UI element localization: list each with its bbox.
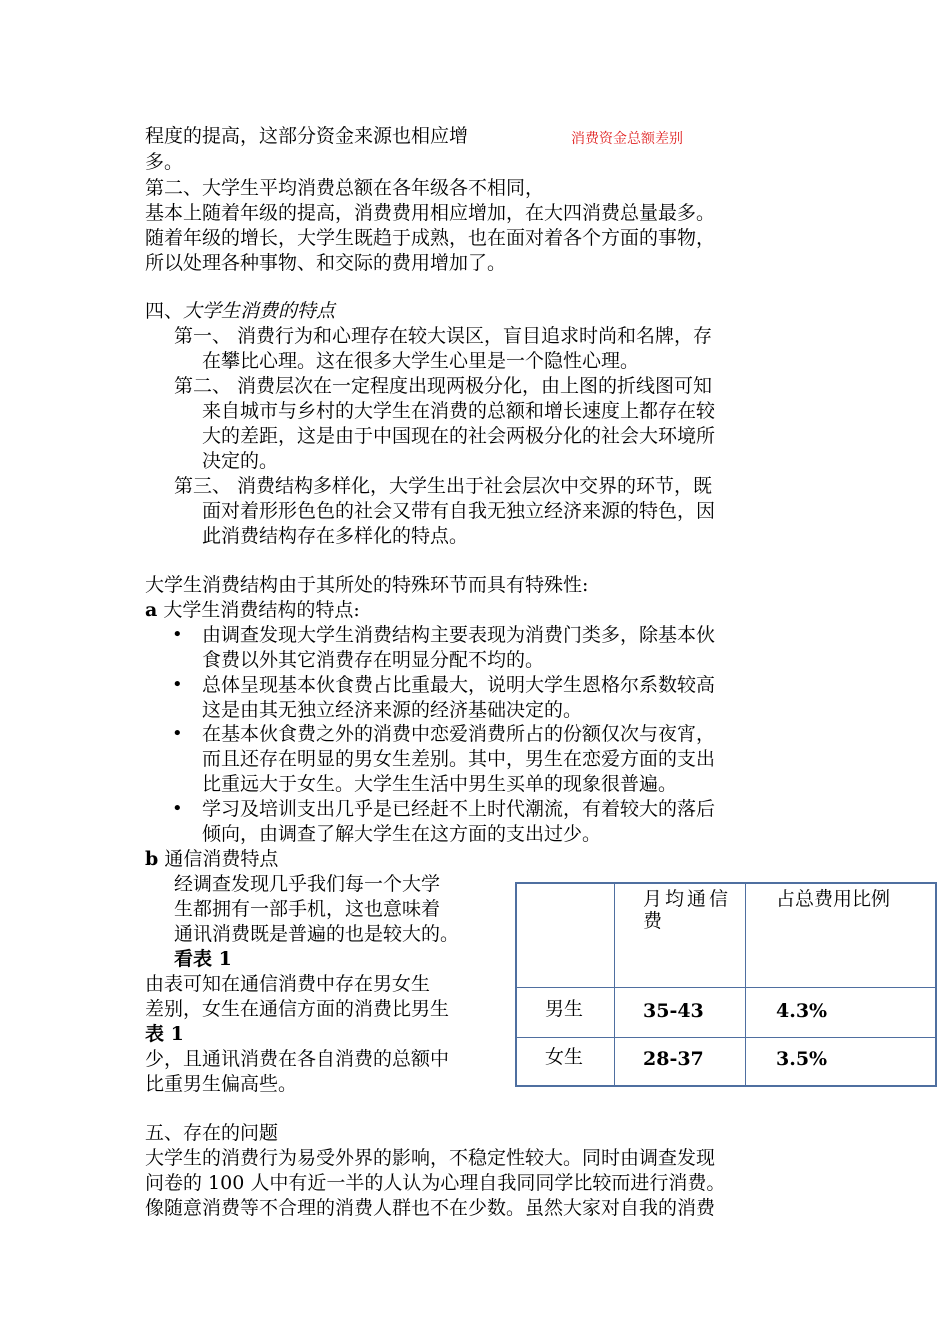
table-cell: 28-37 [615,1037,746,1086]
text-line: 大学生的消费行为易受外界的影响，不稳定性较大。同时由调查发现 [145,1147,716,1169]
text-line: 通讯消费既是普遍的也是较大的。 [174,923,460,945]
text-line: 经调查发现几乎我们每一个大学 [174,873,441,895]
subheading-label: a [145,599,158,621]
list-item: 由调查发现大学生消费结构主要表现为消费门类多，除基本伙 [202,624,716,646]
text-line: 在攀比心理。这在很多大学生心里是一个隐性心理。 [202,350,640,372]
list-item: 在基本伙食费之外的消费中恋爱消费所占的份额仅次与夜宵， [202,723,716,745]
table-header-cell: 占总费用比例 [746,883,937,987]
bullet-icon: • [172,723,183,744]
text-line: 来自城市与乡村的大学生在消费的总额和增长速度上都存在较 [202,400,716,422]
list-item: 食费以外其它消费存在明显分配不均的。 [202,649,545,671]
text-line: 程度的提高，这部分资金来源也相应增 [145,125,469,147]
section-number: 四、 [145,300,184,322]
list-item: 倾向，由调查了解大学生在这方面的支出过少。 [202,823,602,845]
text-line: 像随意消费等不合理的消费人群也不在少数。虽然大家对自我的消费 [145,1197,716,1219]
text-line: 此消费结构存在多样化的特点。 [202,525,469,547]
table-row [516,987,936,1037]
text-line: 多。 [145,151,184,173]
section-heading-4 [145,299,335,323]
table-cell: 4.3% [746,987,937,1037]
subheading-title: 大学生消费结构的特点: [157,599,360,621]
subheading-title: 通信消费特点 [158,848,279,870]
chart-caption-note: 消费资金总额差别 [571,131,683,147]
text-line: 第三、 消费结构多样化，大学生出于社会层次中交界的环节，既 [174,475,713,497]
text-line: 大的差距，这是由于中国现在的社会两极分化的社会大环境所 [202,425,716,447]
table-caption: 表 1 [145,1023,184,1045]
text-line: 问卷的 100 人中有近一半的人认为心理自我同同学比较而进行消费。 [145,1172,726,1194]
text-line: 第二、 消费层次在一定程度出现两极分化，由上图的折线图可知 [174,375,713,397]
text-line: 少，且通讯消费在各自消费的总额中 [145,1048,450,1070]
text-line: 第二、大学生平均消费总额在各年级各不相同， [145,177,545,199]
list-item: 而且还存在明显的男女生差别。其中，男生在恋爱方面的支出 [202,748,716,770]
list-item: 比重远大于女生。大学生生活中男生买单的现象很普遍。 [202,773,678,795]
text-line: 随着年级的增长，大学生既趋于成熟，也在面对着各个方面的事物， [145,227,716,249]
text-line: 所以处理各种事物、和交际的费用增加了。 [145,252,507,274]
table-header-cell [516,883,615,987]
bullet-icon: • [172,624,183,645]
subheading-label: b [145,848,159,870]
list-item: 总体呈现基本伙食费占比重最大，说明大学生恩格尔系数较高 [202,674,716,696]
text-line: 比重男生偏高些。 [145,1073,298,1095]
text-line: 由表可知在通信消费中存在男女生 [145,973,431,995]
bullet-icon: • [172,674,183,695]
subheading-a [145,598,360,622]
table-row [516,1037,936,1086]
text-line: 第一、 消费行为和心理存在较大误区，盲目追求时尚和名牌，存 [174,325,713,347]
table-cell: 男生 [516,987,615,1037]
bullet-icon: • [172,798,183,819]
table-cell: 3.5% [746,1037,937,1086]
text-line: 基本上随着年级的提高，消费费用相应增加，在大四消费总量最多。 [145,202,716,224]
list-item: 这是由其无独立经济来源的经济基础决定的。 [202,699,583,721]
section-heading-5: 五、存在的问题 [145,1122,279,1144]
section-title: 大学生消费的特点 [183,300,336,322]
table-cell: 35-43 [615,987,746,1037]
table-reference: 看表 1 [174,948,232,970]
text-line: 大学生消费结构由于其所处的特殊环节而具有特殊性: [145,574,589,596]
list-item: 学习及培训支出几乎是已经赶不上时代潮流，有着较大的落后 [202,798,716,820]
table-cell: 女生 [516,1037,615,1086]
text-line: 决定的。 [202,450,279,472]
text-line: 差别，女生在通信方面的消费比男生 [145,998,450,1020]
table-header-cell: 月均通信费 [615,883,746,987]
comm-expense-table [515,882,937,1087]
text-line: 生都拥有一部手机，这也意味着 [174,898,441,920]
text-line: 面对着形形色色的社会又带有自我无独立经济来源的特色，因 [202,500,716,522]
subheading-b [145,847,278,871]
table-header-row [516,883,936,987]
